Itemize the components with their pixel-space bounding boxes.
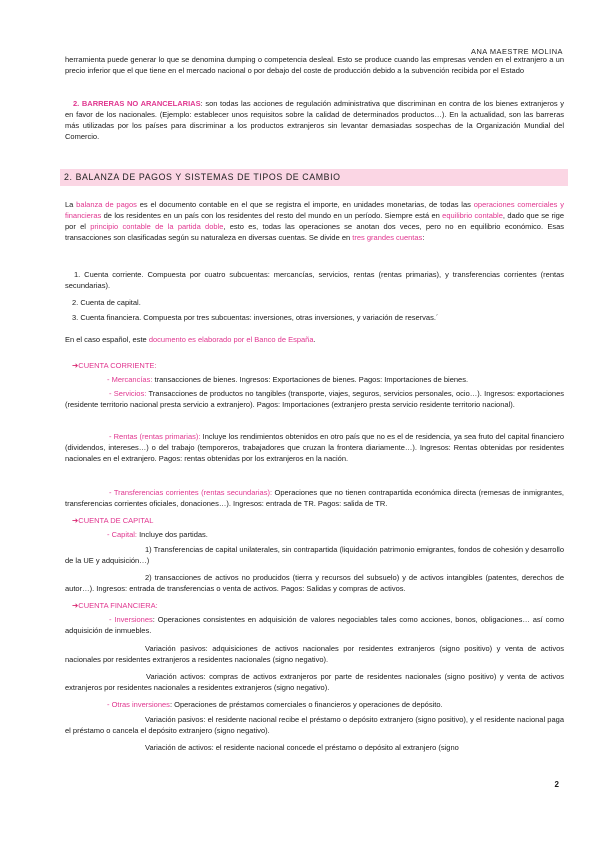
mercancias-item [107,375,564,386]
servicios-item [65,389,564,411]
servicios-text: Transacciones de productos no tangibles (transporte, viajes, seguros, servicios personales, ocio…). Ingresos: exportaciones (residente territorio nacional presta servicio a extranjero). Pagos: Importaciones (extranjero presta servicio residente territorio nacional). [65,389,564,409]
header-author: ANA MAESTRE MOLINA [471,47,563,56]
mercancias-text: transacciones de bienes. Ingresos: Exportaciones de bienes. Pagos: Importaciones de bienes. [152,375,469,384]
balanza-text-3: de los residentes en un país con los residentes del resto del mundo en un período. Siempre está en [101,210,443,220]
balanza-text-5: , esto es, todas las operaciones se anotan dos veces, pero no en equilibrio económico. Esas transacciones son clasificadas según su naturaleza en diversas cuentas. Se divide en [65,221,564,242]
inversiones-item [65,615,564,637]
financiera-heading [72,601,564,612]
transferencias-label: - Transferencias corrientes (rentas secundarias): [109,488,273,497]
barriers-paragraph [65,99,564,143]
account-item-3: 3. Cuenta financiera. Compuesta por tres subcuentas: inversiones, otras inversiones, y variación de reservas.´ [72,313,439,322]
financiera-title: CUENTA FINANCIERA [78,601,156,610]
barriers-label: 2. BARRERAS NO ARANCELARIAS [73,99,201,108]
corriente-heading [72,361,564,372]
account-item-1: 1. Cuenta corriente. Compuesta por cuatro subcuentas: mercancías, servicios, rentas (rentas primarias), y transferencias corrientes (rentas secundarias). [65,270,564,290]
balanza-text-6: : [422,232,425,242]
balanza-text-1: La [65,200,77,209]
capital-text: Incluye dos partidas. [137,530,208,539]
page-number: 2 [554,780,559,789]
variacion-pasivos-2: Variación pasivos: el residente nacional recibe el préstamo o depósito extranjero (signo positivo), y el residente nacional paga el préstamo o cancela el depósito extranjero (signo negativo). [65,715,564,735]
capital-title: CUENTA DE CAPITAL [78,516,154,525]
rentas-label: - Rentas (rentas primarias): [109,432,201,441]
otras-inversiones-text: : Operaciones de préstamos comerciales o financieros y operaciones de depósito. [169,700,443,709]
corriente-colon: : [154,361,157,370]
otras-inversiones-label: - Otras inversiones [107,700,170,709]
balanza-keyword-5: tres grandes cuentas [352,232,423,242]
transferencias-text: Operaciones que no tienen contrapartida económica directa (remesas de inmigrantes, transferencias corrientes oficiales, donaciones…). Ingresos: entrada de TR. Pagos: salida de TR. [65,488,564,508]
capital-heading [72,516,564,527]
account-item-2: 2. Cuenta de capital. [72,298,141,307]
inversiones-label: - Inversiones [109,615,153,624]
arrow-right-icon: ➔ [72,361,79,370]
balanza-keyword-3: equilibrio contable [442,210,503,220]
transferencias-item [65,488,564,510]
capital-item [107,530,564,541]
spain-keyword: documento es elaborado por el Banco de España [148,335,314,344]
balanza-text-4: , dado que se rige por el [65,210,565,231]
balanza-text-2: es el documento contable en el que se registra el importe, en unidades monetarias, de todas las [136,200,474,209]
rentas-text: Incluye los rendimientos obtenidos en otro país que no es el de residencia, ya sea fruto del capital financiero (dividendos, intereses…) o del trabajo (temporeros, trabajadores que cruzan la frontera diariamente…). Ingresos: Rentas obtenidas por residentes nacionales en el extranjero. Pagos: rentas obtenidas por los extranjeros en la nación. [65,432,564,463]
spain-text-1: En el caso español, este [65,335,149,344]
capital-label: - Capital: [107,530,138,539]
spain-text-2: . [313,335,316,344]
balanza-keyword-2: operaciones comerciales y financieras [65,200,565,220]
otras-inversiones-item [107,700,564,711]
capital-partida-1: 1) Transferencias de capital unilaterales, sin contrapartida (liquidación patrimonio emigrantes, fondos de cohesión y desarrollo de la UE y adquisición…) [65,545,564,565]
balanza-keyword-1: balanza de pagos [76,200,137,209]
intro-paragraph [65,55,564,77]
variacion-activos-2: Variación de activos: el residente nacional concede el préstamo o depósito al extranjero (signo [145,743,459,752]
rentas-item [65,432,564,465]
variacion-pasivos: Variación pasivos: adquisiciones de activos nacionales por residentes extranjeros (signo positivo) y venta de activos nacionales por residentes extranjeros a residentes nacionales (signo negativo). [65,644,564,664]
servicios-label: - Servicios: [109,389,147,398]
balanza-keyword-4: principio contable de la partida doble [90,221,224,231]
arrow-right-icon: ➔ [72,516,79,525]
variacion-activos: Variación activos: compras de activos extranjeros por parte de residentes nacionales (signo positivo) y venta de activos extranjeros por residentes nacionales a residentes extranjeros (signo negativo). [65,672,564,692]
arrow-right-icon: ➔ [72,601,79,610]
spain-paragraph [65,335,564,346]
mercancias-label: - Mercancías: [107,375,153,384]
barriers-text: : son todas las acciones de regulación administrativa que discriminan en contra de los bienes extranjeros y en favor de los nacionales. (Ejemplo: establecer unos requisitos sobre la calidad de determinados productos…). En la actualidad, son las barreras más utilizadas por los países para discriminar a los productos extranjeros sin levantar demasiadas sospechas de la Organización Mundial del Comercio. [65,99,565,141]
intro-text: herramienta puede generar lo que se denomina dumping o competencia desleal. Esto se produce cuando las empresas venden en el extranjero a un precio inferior que el que tiene en el mercado nacional o por debajo del coste de producción debido a la subvención recibida por el Estado [65,55,564,75]
balanza-paragraph [65,200,564,244]
inversiones-text: : Operaciones consistentes en adquisición de valores negociables tales como acciones, bonos, obligaciones… así como adquisición de inmuebles. [65,615,564,635]
corriente-title: CUENTA CORRIENTE [78,361,155,370]
capital-partida-2: 2) transacciones de activos no producidos (tierra y recursos del subsuelo) y de activos intangibles (patentes, derechos de autor…). Ingresos: entrada de transferencias o venta de activos. Pagos: Salidas y compras de activos. [65,573,564,593]
section-heading: 2. BALANZA DE PAGOS Y SISTEMAS DE TIPOS DE CAMBIO [64,172,341,182]
financiera-colon: : [155,601,158,610]
